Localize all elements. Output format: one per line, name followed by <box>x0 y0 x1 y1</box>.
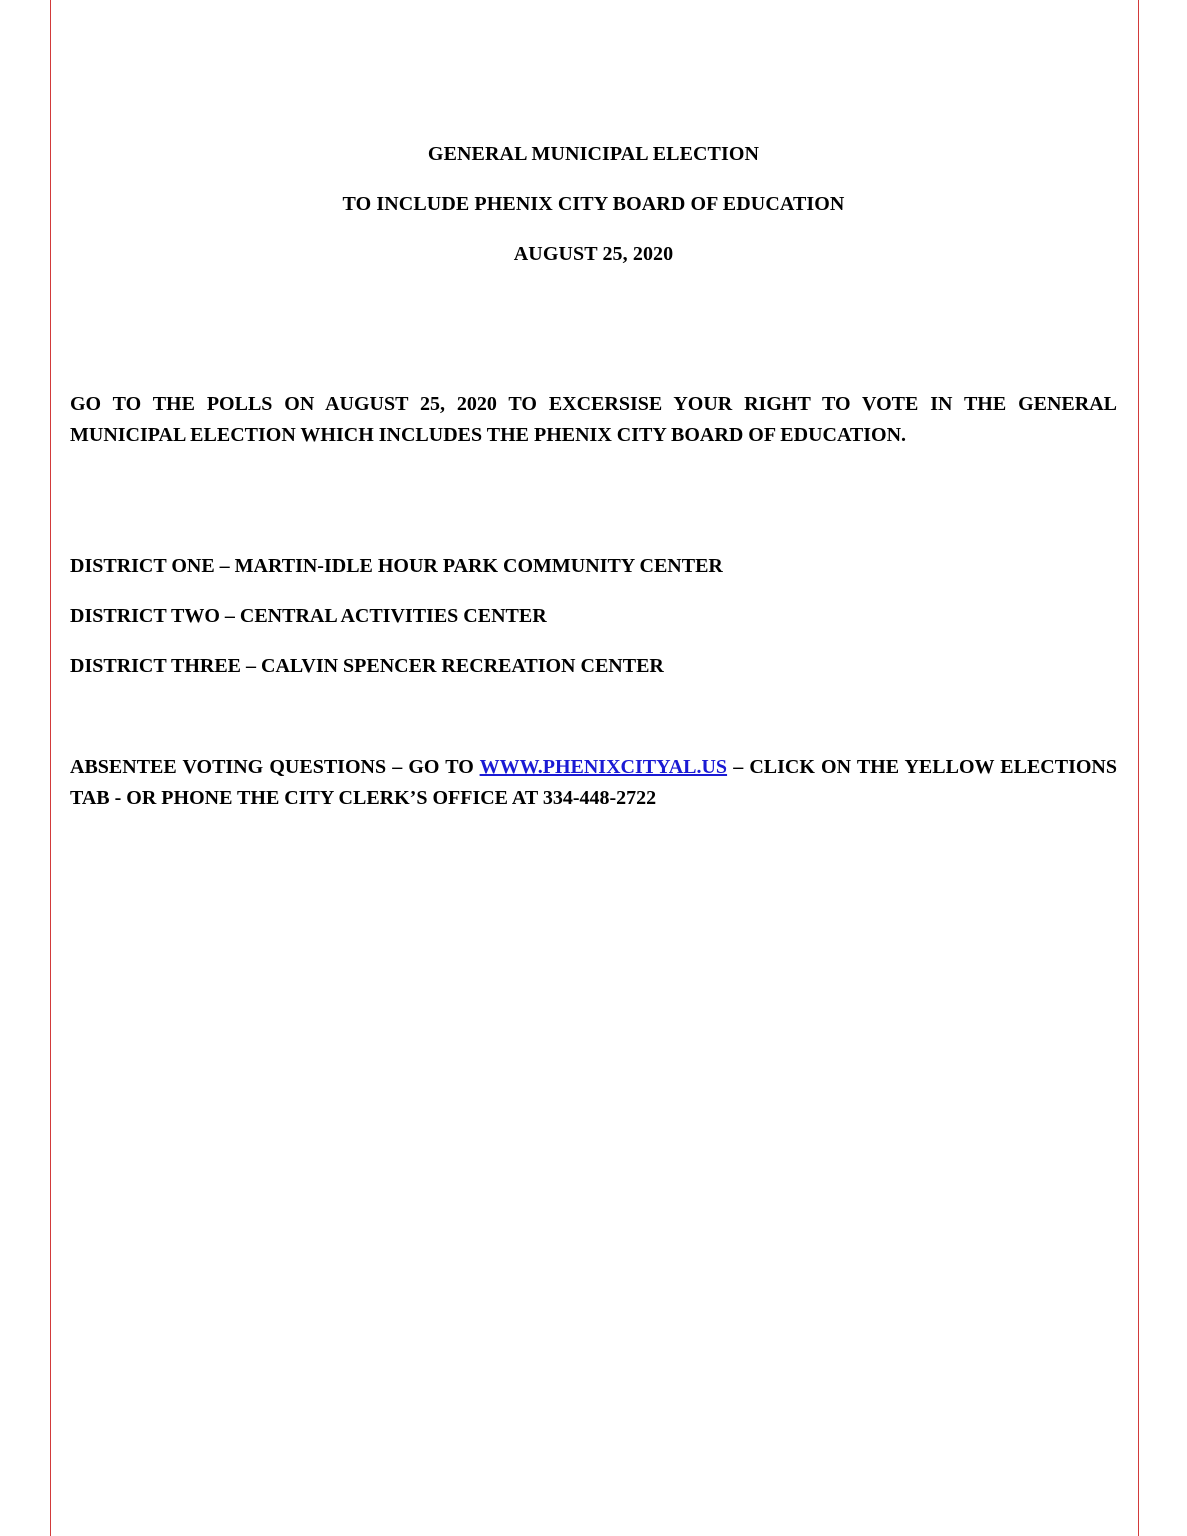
absentee-suffix: – CLICK ON THE YELLOW ELECTIONS TAB - OR PHONE THE CITY CLERK’S OFFICE AT 334-448-2722 <box>70 756 1117 809</box>
website-link[interactable]: WWW.PHENIXCITYAL.US <box>479 756 728 778</box>
district-two-location: DISTRICT TWO – CENTRAL ACTIVITIES CENTER <box>70 605 547 627</box>
title-board-of-education: TO INCLUDE PHENIX CITY BOARD OF EDUCATION <box>342 193 845 215</box>
intro-paragraph: GO TO THE POLLS ON AUGUST 25, 2020 TO EXCERSISE YOUR RIGHT TO VOTE IN THE GENERAL MUNICIPAL ELECTION WHICH INCLUDES THE PHENIX CITY BOARD OF EDUCATION. <box>70 393 1117 446</box>
district-one-location: DISTRICT ONE – MARTIN-IDLE HOUR PARK COMMUNITY CENTER <box>70 555 723 577</box>
district-three-location: DISTRICT THREE – CALVIN SPENCER RECREATION CENTER <box>70 655 664 677</box>
page-border-left <box>50 0 51 1536</box>
absentee-prefix: ABSENTEE VOTING QUESTIONS – GO TO <box>70 756 480 778</box>
title-election: GENERAL MUNICIPAL ELECTION <box>427 143 760 165</box>
absentee-paragraph <box>70 752 1117 814</box>
title-date: AUGUST 25, 2020 <box>513 243 674 265</box>
page-border-right <box>1138 0 1139 1536</box>
